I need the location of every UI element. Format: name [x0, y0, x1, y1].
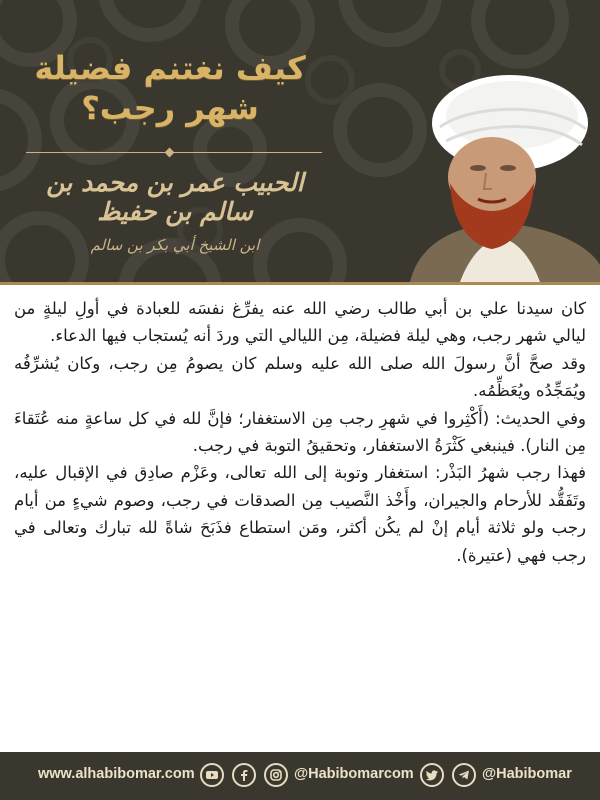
paragraph: فهذا رجب شهرُ البَذْر: استغفار وتوبة إلى الله تعالى، وعَزْم صادِق في الإقبال عليه، وتَفَقُّد للأرحام والجيران، وأَخْذ النَّصيب مِن الصدقات في رجب، وصوم شيءٍ من أيام رجب ولو ثلاثة أيام إنْ لم يكُن أكثر، ومَن استطاع فذَبَحَ شاةً لله تبارك وتعالى في رجب فهي (عتيرة).: [14, 463, 586, 565]
social-handle-1[interactable]: @Habibomarcom: [294, 766, 414, 782]
social-handle-2[interactable]: @Habibomar: [482, 766, 572, 782]
title-line-1: كيف نغتنم فضيلة: [34, 49, 306, 87]
telegram-icon[interactable]: [452, 763, 476, 787]
paragraph: وفي الحديث: (أَكْثِروا في شهرِ رجب مِن الاستغفار؛ فإنَّ لله في كل ساعةٍ منه عُتَقاءَ مِن النار). فينبغي كَثْرَةُ الاستغفار، وتحقيقُ التوبة في رجب.: [14, 408, 586, 456]
instagram-icon[interactable]: [264, 763, 288, 787]
title-divider: [26, 152, 322, 153]
title-line-2: شهر رجب؟: [81, 89, 259, 127]
article-body: [0, 282, 600, 752]
paragraph: كان سيدنا علي بن أبي طالب رضي الله عنه يفرِّغ نفسَه للعبادة في أولِ ليلةٍ من ليالي شهر رجب، وهي ليلة فضيلة، مِن الليالي التي وردَ أنه يُستجاب فيها الدعاء.: [14, 299, 586, 346]
footer-bar: [0, 752, 600, 800]
youtube-icon[interactable]: [200, 763, 224, 787]
article-text: [14, 295, 586, 569]
paragraph: وقد صحَّ أنَّ رسولَ الله صلى الله عليه وسلم كان يصومُ مِن رجب، وكان يُشرِّفُه ويُمَجِّدُه ويُعَظِّمُه.: [14, 353, 586, 401]
twitter-icon[interactable]: [420, 763, 444, 787]
facebook-icon[interactable]: [232, 763, 256, 787]
title-block: [20, 48, 320, 128]
speaker-subtitle: ابن الشيخ أبي بكر بن سالم: [90, 236, 260, 254]
header-banner: [0, 0, 600, 282]
speaker-name-calligraphy: الحبيب عمر بن محمد بن سالم بن حفيظ: [46, 168, 304, 226]
website-link[interactable]: www.alhabibomar.com: [38, 766, 195, 782]
speaker-portrait: [400, 65, 600, 282]
